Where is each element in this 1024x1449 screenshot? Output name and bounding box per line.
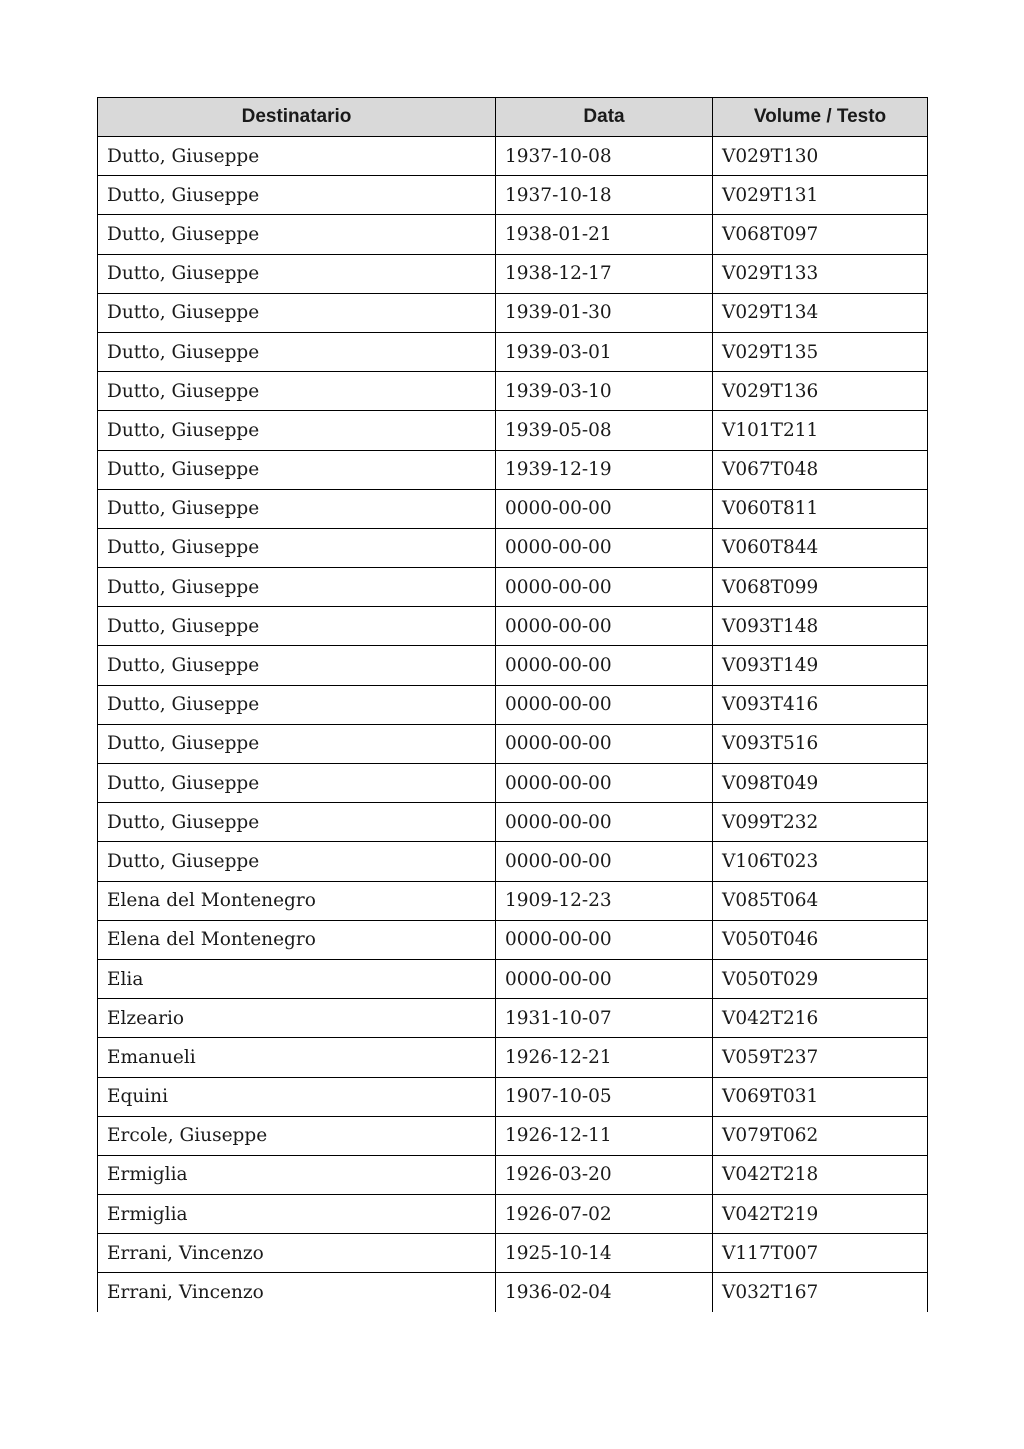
cell-data: 1907-10-05 bbox=[496, 1077, 713, 1116]
cell-volume-testo: V029T130 bbox=[713, 137, 928, 176]
cell-destinatario: Equini bbox=[98, 1077, 496, 1116]
cell-destinatario: Errani, Vincenzo bbox=[98, 1273, 496, 1312]
cell-volume-testo: V060T811 bbox=[713, 489, 928, 528]
cell-volume-testo: V050T046 bbox=[713, 920, 928, 959]
cell-volume-testo: V101T211 bbox=[713, 411, 928, 450]
cell-destinatario: Dutto, Giuseppe bbox=[98, 646, 496, 685]
table-row bbox=[98, 842, 928, 881]
cell-data: 1939-03-10 bbox=[496, 372, 713, 411]
cell-data: 1931-10-07 bbox=[496, 999, 713, 1038]
cell-data: 0000-00-00 bbox=[496, 842, 713, 881]
table-row bbox=[98, 607, 928, 646]
cell-volume-testo: V098T049 bbox=[713, 764, 928, 803]
cell-destinatario: Dutto, Giuseppe bbox=[98, 450, 496, 489]
cell-destinatario: Dutto, Giuseppe bbox=[98, 764, 496, 803]
table-row bbox=[98, 646, 928, 685]
cell-data: 1926-12-21 bbox=[496, 1038, 713, 1077]
cell-data: 1926-03-20 bbox=[496, 1155, 713, 1194]
cell-data: 0000-00-00 bbox=[496, 489, 713, 528]
cell-destinatario: Ermiglia bbox=[98, 1155, 496, 1194]
table-row bbox=[98, 176, 928, 215]
cell-volume-testo: V032T167 bbox=[713, 1273, 928, 1312]
table-row bbox=[98, 137, 928, 176]
table-row bbox=[98, 959, 928, 998]
cell-data: 0000-00-00 bbox=[496, 685, 713, 724]
cell-destinatario: Dutto, Giuseppe bbox=[98, 685, 496, 724]
table-row bbox=[98, 1116, 928, 1155]
cell-destinatario: Dutto, Giuseppe bbox=[98, 607, 496, 646]
table-row bbox=[98, 528, 928, 567]
cell-destinatario: Elzeario bbox=[98, 999, 496, 1038]
cell-destinatario: Dutto, Giuseppe bbox=[98, 215, 496, 254]
table-row bbox=[98, 1234, 928, 1273]
table-header bbox=[98, 98, 928, 137]
cell-data: 1939-12-19 bbox=[496, 450, 713, 489]
table-row bbox=[98, 215, 928, 254]
table-row bbox=[98, 881, 928, 920]
header-volume-testo: Volume / Testo bbox=[713, 98, 928, 137]
cell-data: 1926-12-11 bbox=[496, 1116, 713, 1155]
table-row bbox=[98, 999, 928, 1038]
cell-destinatario: Dutto, Giuseppe bbox=[98, 842, 496, 881]
cell-volume-testo: V079T062 bbox=[713, 1116, 928, 1155]
cell-destinatario: Dutto, Giuseppe bbox=[98, 803, 496, 842]
table-row bbox=[98, 372, 928, 411]
header-row bbox=[98, 98, 928, 137]
cell-volume-testo: V042T218 bbox=[713, 1155, 928, 1194]
cell-volume-testo: V042T216 bbox=[713, 999, 928, 1038]
cell-destinatario: Dutto, Giuseppe bbox=[98, 528, 496, 567]
cell-volume-testo: V093T516 bbox=[713, 724, 928, 763]
cell-destinatario: Ercole, Giuseppe bbox=[98, 1116, 496, 1155]
table-row bbox=[98, 803, 928, 842]
cell-data: 0000-00-00 bbox=[496, 568, 713, 607]
table-row bbox=[98, 568, 928, 607]
cell-destinatario: Dutto, Giuseppe bbox=[98, 489, 496, 528]
cell-destinatario: Dutto, Giuseppe bbox=[98, 372, 496, 411]
cell-data: 1939-03-01 bbox=[496, 332, 713, 371]
table-row bbox=[98, 685, 928, 724]
table-body bbox=[98, 137, 928, 1313]
cell-volume-testo: V093T149 bbox=[713, 646, 928, 685]
cell-data: 0000-00-00 bbox=[496, 803, 713, 842]
cell-destinatario: Errani, Vincenzo bbox=[98, 1234, 496, 1273]
table-row bbox=[98, 1195, 928, 1234]
cell-destinatario: Dutto, Giuseppe bbox=[98, 293, 496, 332]
table-row bbox=[98, 411, 928, 450]
cell-volume-testo: V068T099 bbox=[713, 568, 928, 607]
cell-volume-testo: V085T064 bbox=[713, 881, 928, 920]
table-row bbox=[98, 254, 928, 293]
cell-data: 0000-00-00 bbox=[496, 959, 713, 998]
cell-volume-testo: V106T023 bbox=[713, 842, 928, 881]
cell-destinatario: Elena del Montenegro bbox=[98, 881, 496, 920]
cell-data: 0000-00-00 bbox=[496, 607, 713, 646]
cell-volume-testo: V029T135 bbox=[713, 332, 928, 371]
header-data: Data bbox=[496, 98, 713, 137]
cell-data: 0000-00-00 bbox=[496, 646, 713, 685]
cell-destinatario: Dutto, Giuseppe bbox=[98, 411, 496, 450]
cell-volume-testo: V069T031 bbox=[713, 1077, 928, 1116]
cell-volume-testo: V029T131 bbox=[713, 176, 928, 215]
cell-destinatario: Elia bbox=[98, 959, 496, 998]
cell-destinatario: Dutto, Giuseppe bbox=[98, 568, 496, 607]
cell-destinatario: Ermiglia bbox=[98, 1195, 496, 1234]
cell-destinatario: Dutto, Giuseppe bbox=[98, 254, 496, 293]
cell-data: 1938-12-17 bbox=[496, 254, 713, 293]
cell-volume-testo: V029T136 bbox=[713, 372, 928, 411]
letters-index-table bbox=[97, 97, 928, 1312]
cell-data: 1925-10-14 bbox=[496, 1234, 713, 1273]
table-row bbox=[98, 764, 928, 803]
cell-volume-testo: V067T048 bbox=[713, 450, 928, 489]
cell-destinatario: Dutto, Giuseppe bbox=[98, 724, 496, 763]
cell-data: 0000-00-00 bbox=[496, 920, 713, 959]
cell-data: 1939-05-08 bbox=[496, 411, 713, 450]
table-row bbox=[98, 332, 928, 371]
cell-data: 1937-10-18 bbox=[496, 176, 713, 215]
cell-data: 1909-12-23 bbox=[496, 881, 713, 920]
cell-data: 0000-00-00 bbox=[496, 724, 713, 763]
table-row bbox=[98, 1077, 928, 1116]
cell-data: 0000-00-00 bbox=[496, 764, 713, 803]
cell-data: 1939-01-30 bbox=[496, 293, 713, 332]
cell-volume-testo: V099T232 bbox=[713, 803, 928, 842]
cell-destinatario: Emanueli bbox=[98, 1038, 496, 1077]
cell-volume-testo: V042T219 bbox=[713, 1195, 928, 1234]
document-page bbox=[97, 97, 927, 1312]
header-destinatario: Destinatario bbox=[98, 98, 496, 137]
cell-volume-testo: V029T133 bbox=[713, 254, 928, 293]
cell-destinatario: Dutto, Giuseppe bbox=[98, 332, 496, 371]
table-row bbox=[98, 1273, 928, 1312]
cell-volume-testo: V093T416 bbox=[713, 685, 928, 724]
cell-data: 1937-10-08 bbox=[496, 137, 713, 176]
cell-data: 1938-01-21 bbox=[496, 215, 713, 254]
table-row bbox=[98, 724, 928, 763]
cell-data: 1936-02-04 bbox=[496, 1273, 713, 1312]
cell-destinatario: Dutto, Giuseppe bbox=[98, 176, 496, 215]
table-row bbox=[98, 293, 928, 332]
cell-volume-testo: V117T007 bbox=[713, 1234, 928, 1273]
cell-data: 1926-07-02 bbox=[496, 1195, 713, 1234]
table-row bbox=[98, 450, 928, 489]
cell-volume-testo: V050T029 bbox=[713, 959, 928, 998]
cell-volume-testo: V068T097 bbox=[713, 215, 928, 254]
table-row bbox=[98, 1155, 928, 1194]
cell-destinatario: Dutto, Giuseppe bbox=[98, 137, 496, 176]
cell-destinatario: Elena del Montenegro bbox=[98, 920, 496, 959]
cell-data: 0000-00-00 bbox=[496, 528, 713, 567]
cell-volume-testo: V093T148 bbox=[713, 607, 928, 646]
cell-volume-testo: V029T134 bbox=[713, 293, 928, 332]
table-row bbox=[98, 920, 928, 959]
table-row bbox=[98, 489, 928, 528]
cell-volume-testo: V060T844 bbox=[713, 528, 928, 567]
cell-volume-testo: V059T237 bbox=[713, 1038, 928, 1077]
table-row bbox=[98, 1038, 928, 1077]
